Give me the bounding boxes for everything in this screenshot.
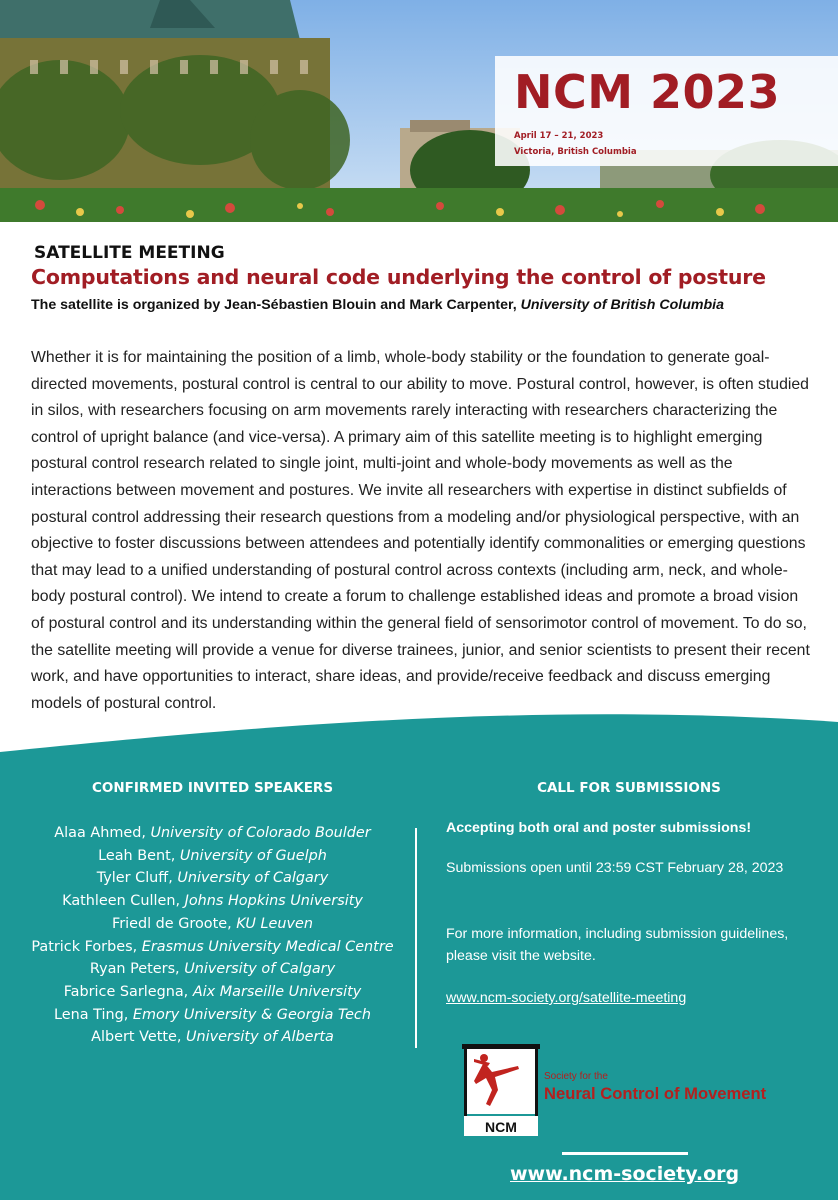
speaker-item	[0, 890, 425, 913]
society-website-link[interactable]: www.ncm-society.org	[510, 1163, 740, 1185]
speaker-affiliation: University of Alberta	[186, 1029, 334, 1046]
ncm-logo-mark	[462, 1044, 540, 1138]
speakers-heading: CONFIRMED INVITED SPEAKERS	[91, 780, 334, 796]
footer-rule	[562, 1152, 688, 1155]
speaker-name: Friedl de Groote,	[111, 915, 237, 932]
speaker-affiliation: Johns Hopkins University	[184, 893, 363, 910]
speaker-name: Patrick Forbes,	[31, 938, 142, 955]
satellite-meeting-link[interactable]: www.ncm-society.org/satellite-meeting	[446, 990, 687, 1006]
speaker-name: Lena Ting,	[54, 1006, 133, 1023]
speaker-name: Leah Bent,	[98, 847, 180, 864]
speaker-affiliation: Erasmus University Medical Centre	[141, 938, 394, 955]
conference-location: Victoria, British Columbia	[514, 147, 637, 157]
speaker-item	[0, 981, 425, 1004]
submissions-accepting: Accepting both oral and poster submissions!	[446, 820, 752, 836]
speaker-name: Fabrice Sarlegna,	[63, 983, 193, 1000]
speaker-item	[0, 867, 425, 890]
submissions-heading: CALL FOR SUBMISSIONS	[537, 780, 721, 796]
speaker-name: Albert Vette,	[91, 1029, 186, 1046]
submissions-info: For more information, including submission guidelines, please visit the website.	[446, 926, 789, 964]
speaker-name: Ryan Peters,	[89, 961, 185, 978]
conference-dates: April 17 – 21, 2023	[514, 131, 604, 141]
logo-society-name: Neural Control of Movement	[544, 1084, 767, 1103]
speaker-item	[0, 936, 425, 959]
speaker-name: Alaa Ahmed,	[54, 825, 151, 841]
society-logo	[462, 1044, 802, 1140]
speaker-affiliation: Aix Marseille University	[192, 983, 362, 1000]
meeting-title: Computations and neural code underlying the control of posture	[31, 265, 766, 289]
speaker-affiliation: University of Calgary	[177, 870, 329, 887]
organizers-text: The satellite is organized by Jean-Sébastien Blouin and Mark Carpenter,	[31, 297, 521, 313]
organizers-affiliation: University of British Columbia	[520, 297, 724, 313]
title-card	[495, 56, 838, 166]
speaker-item	[0, 1004, 425, 1027]
speaker-item	[0, 913, 425, 936]
speaker-affiliation: University of Calgary	[184, 961, 336, 978]
speaker-affiliation: University of Guelph	[179, 847, 327, 864]
logo-tagline: Society for the	[544, 1071, 608, 1082]
submissions-deadline: Submissions open until 23:59 CST February 28, 2023	[446, 860, 784, 876]
speaker-item	[0, 958, 425, 981]
speaker-name: Kathleen Cullen,	[62, 893, 185, 910]
speaker-affiliation: University of Colorado Boulder	[150, 825, 371, 841]
speaker-name: Tyler Cluff,	[96, 870, 178, 887]
logo-acronym: NCM	[485, 1119, 517, 1135]
speaker-item	[0, 1026, 425, 1049]
header-photo	[0, 0, 838, 222]
section-label: SATELLITE MEETING	[34, 243, 225, 263]
meeting-description: Whether it is for maintaining the position of a limb, whole-body stability or the foundation to generate goal-directed movements, postural control is central to our ability to move. Postural control, however, is often studied in silos, with researchers focusing on arm movements rarely interacting with researchers characterizing the control of upright balance (and vice-versa). A primary aim of this satellite meeting is to highlight emerging postural control research related to single joint, multi-joint and whole-body movements as well as the interactions between movement and postures. We invite all researchers with expertise in distinct subfields of postural control addressing their research questions from a modeling and/or physiological perspective, with an objective to foster discussions between attendees and potentially identify commonalities or emerging questions that may lead to a unified understanding of postural control across contexts (including arm, neck, and whole-body postural control). We intend to create a forum to challenge established ideas and promote a broad vision of postural control and its understanding within the general field of sensorimotor control of movement. To do so, the satellite meeting will provide a venue for diverse trainees, junior, and senior scientists to present their recent work, and have opportunities to interact, share ideas, and provide/receive feedback and discuss emerging models of postural control.	[31, 349, 810, 712]
speaker-affiliation: KU Leuven	[236, 915, 314, 932]
speaker-list	[0, 822, 425, 1049]
speaker-item	[0, 845, 425, 868]
organizers-line	[31, 297, 724, 313]
column-divider	[415, 828, 417, 1048]
speaker-affiliation: Emory University & Georgia Tech	[132, 1006, 371, 1023]
conference-title: NCM 2023	[514, 65, 781, 119]
speaker-item	[0, 822, 425, 845]
